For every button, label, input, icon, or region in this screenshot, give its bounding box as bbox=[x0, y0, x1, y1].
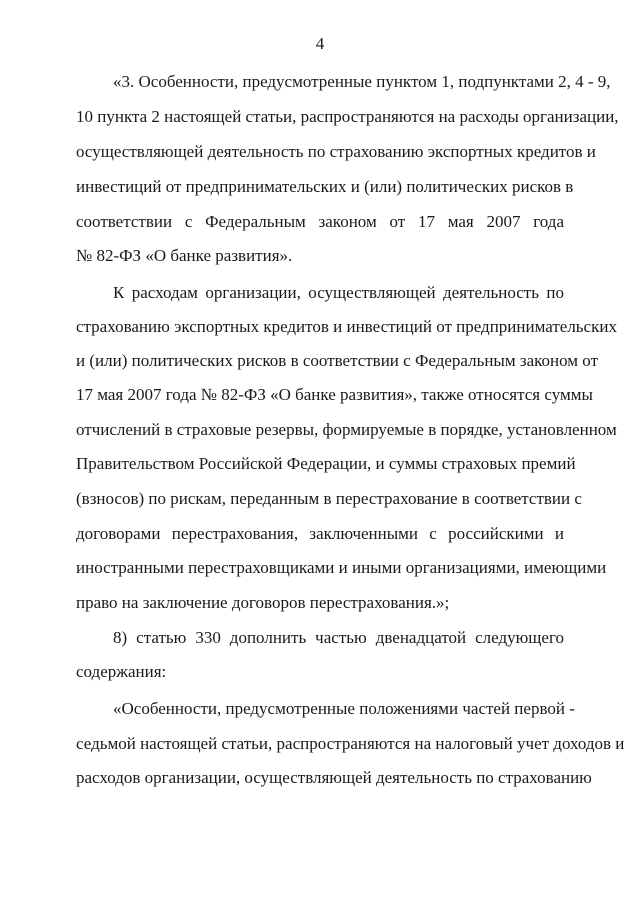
text-line: отчислений в страховые резервы, формируемые в порядке, установленном bbox=[76, 420, 617, 439]
text-line: право на заключение договоров перестрахования.»; bbox=[76, 593, 450, 612]
text-line: и (или) политических рисков в соответствии с Федеральным законом от bbox=[76, 351, 598, 370]
text-line: 17 мая 2007 года № 82-ФЗ «О банке развития», также относятся суммы bbox=[76, 385, 593, 404]
text-line: К расходам организации, осуществляющей деятельность по bbox=[113, 283, 564, 302]
text-line: Правительством Российской Федерации, и суммы страховых премий bbox=[76, 454, 576, 473]
text-line: седьмой настоящей статьи, распространяются на налоговый учет доходов и bbox=[76, 734, 625, 753]
text-line: «3. Особенности, предусмотренные пунктом 1, подпунктами 2, 4 - 9, bbox=[113, 72, 611, 91]
text-line: расходов организации, осуществляющей деятельность по страхованию bbox=[76, 768, 592, 787]
text-line: иностранными перестраховщиками и иными организациями, имеющими bbox=[76, 558, 607, 577]
text-line: страхованию экспортных кредитов и инвестиций от предпринимательских bbox=[76, 317, 617, 336]
text-line: соответствии с Федеральным законом от 17 мая 2007 года bbox=[76, 212, 564, 231]
text-line: (взносов) по рискам, переданным в перестрахование в соответствии с bbox=[76, 489, 582, 508]
text-line: № 82-ФЗ «О банке развития». bbox=[76, 246, 293, 265]
text-line: договорами перестрахования, заключенными с российскими и bbox=[76, 524, 564, 543]
text-line: 8) статью 330 дополнить частью двенадцатой следующего bbox=[113, 628, 564, 647]
text-line: «Особенности, предусмотренные положениями частей первой - bbox=[113, 699, 575, 718]
text-line: 10 пункта 2 настоящей статьи, распространяются на расходы организации, bbox=[76, 107, 619, 126]
text-line: содержания: bbox=[76, 662, 167, 681]
text-line: осуществляющей деятельность по страхованию экспортных кредитов и bbox=[76, 142, 596, 161]
page-number: 4 bbox=[315, 34, 325, 53]
text-line: инвестиций от предпринимательских и (или) политических рисков в bbox=[76, 177, 574, 196]
